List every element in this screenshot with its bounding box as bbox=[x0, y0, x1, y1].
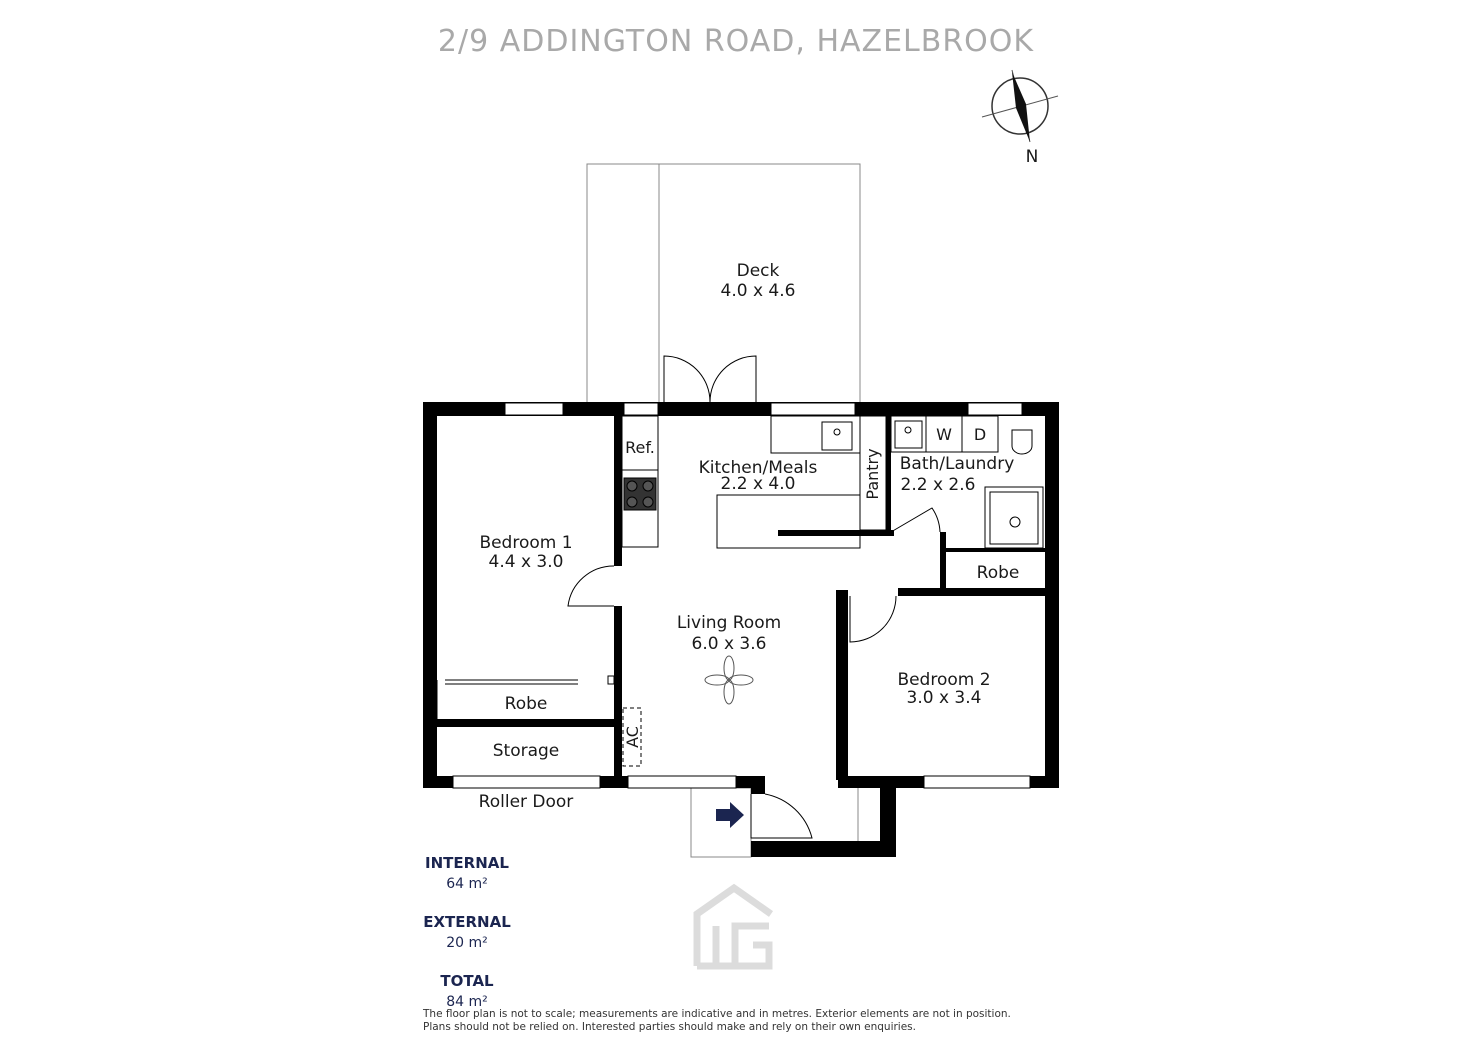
total-area bbox=[412, 972, 522, 1010]
bedroom1-name: Bedroom 1 bbox=[479, 533, 573, 553]
living-name: Living Room bbox=[676, 613, 782, 633]
page-title: 2/9 ADDINGTON ROAD, HAZELBROOK bbox=[437, 24, 1035, 59]
disclaimer-line-2: Plans should not be relied on. Interested parties should make and rely on their own enquiries. bbox=[423, 1021, 916, 1033]
robe1-label: Robe bbox=[504, 694, 548, 714]
bedroom2-size: 3.0 x 3.4 bbox=[906, 688, 982, 708]
internal-area-value: 64 m² bbox=[446, 876, 488, 892]
total-area-label: TOTAL bbox=[440, 972, 494, 990]
robe2-label: Robe bbox=[976, 563, 1020, 583]
total-area-value: 84 m² bbox=[446, 994, 488, 1010]
bath-size: 2.2 x 2.6 bbox=[900, 475, 976, 495]
compass-icon bbox=[982, 70, 1058, 167]
internal-area bbox=[412, 854, 522, 892]
compass-north-label: N bbox=[1025, 147, 1039, 167]
bath-name: Bath/Laundry bbox=[899, 454, 1015, 474]
external-area bbox=[412, 913, 522, 951]
kitchen-size: 2.2 x 4.0 bbox=[720, 474, 796, 494]
kitchen-name: Kitchen/Meals bbox=[698, 458, 818, 478]
bedroom1-size: 4.4 x 3.0 bbox=[488, 552, 564, 572]
deck-name: Deck bbox=[736, 261, 780, 281]
deck-size: 4.0 x 4.6 bbox=[720, 281, 796, 301]
entry-arrow-icon bbox=[716, 802, 744, 828]
disclaimer bbox=[423, 1008, 1083, 1034]
bedroom2-name: Bedroom 2 bbox=[897, 670, 991, 690]
ceiling-fan-icon bbox=[705, 656, 753, 704]
dryer-label: D bbox=[973, 425, 987, 444]
external-area-value: 20 m² bbox=[446, 935, 488, 951]
watermark-logo bbox=[697, 888, 771, 966]
disclaimer-line-1: The floor plan is not to scale; measurements are indicative and in metres. Exterior elements are not in position. bbox=[423, 1008, 1011, 1020]
external-area-label: EXTERNAL bbox=[423, 913, 511, 931]
storage-label: Storage bbox=[492, 741, 560, 761]
internal-area-label: INTERNAL bbox=[425, 854, 509, 872]
ac-label: AC bbox=[623, 726, 642, 748]
ref-label: Ref. bbox=[625, 438, 655, 457]
roller-door-label: Roller Door bbox=[478, 792, 574, 812]
living-size: 6.0 x 3.6 bbox=[691, 634, 767, 654]
pantry-label: Pantry bbox=[863, 448, 882, 500]
washer-label: W bbox=[936, 425, 952, 444]
